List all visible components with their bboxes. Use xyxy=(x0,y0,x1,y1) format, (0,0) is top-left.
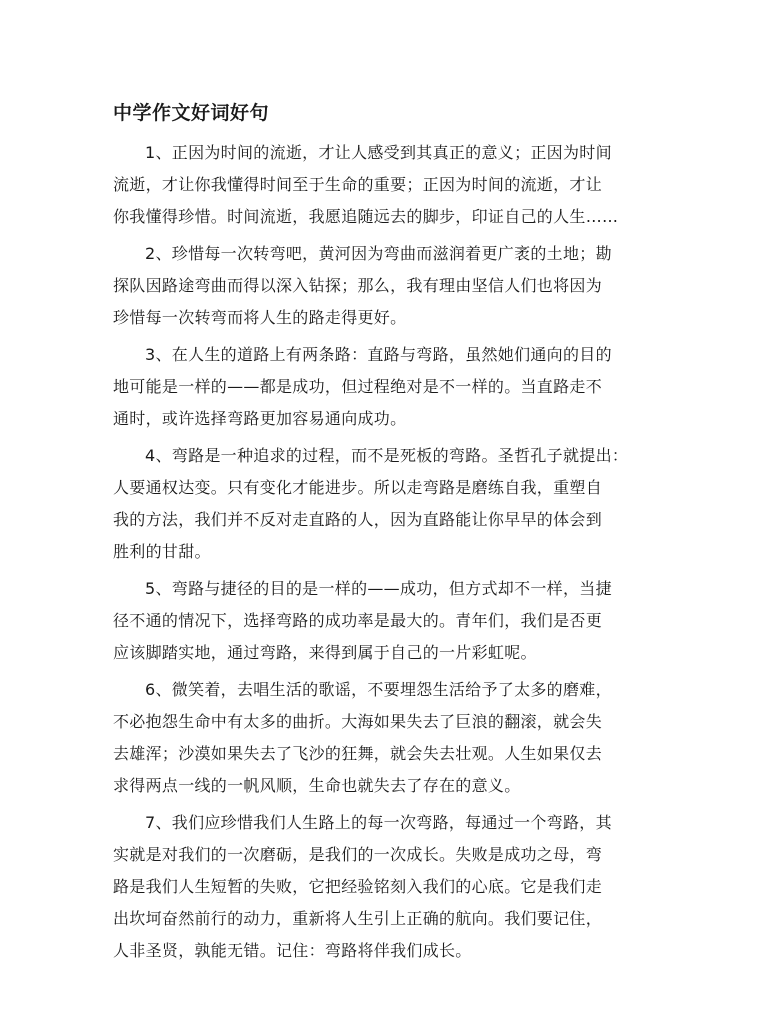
paragraph-line: 你我懂得珍惜。时间流逝，我愿追随远去的脚步，印证自己的人生…… xyxy=(113,207,619,226)
paragraph-5 xyxy=(113,573,673,669)
paragraph-line: 出坎坷奋然前行的动力，重新将人生引上正确的航向。我们要记住， xyxy=(113,909,603,928)
paragraph-line: 应该脚踏实地，通过弯路，来得到属于自己的一片彩虹呢。 xyxy=(113,643,537,662)
paragraph-3 xyxy=(113,339,673,435)
paragraph-line: 人要通权达变。只有变化才能进步。所以走弯路是磨练自我，重塑自 xyxy=(113,478,603,497)
paragraph-line: 地可能是一样的——都是成功，但过程绝对是不一样的。当直路走不 xyxy=(113,377,603,396)
document-title: 中学作文好词好句 xyxy=(113,102,270,124)
paragraph-4 xyxy=(113,440,673,568)
paragraph-line: 人非圣贤，孰能无错。记住：弯路将伴我们成长。 xyxy=(113,941,472,960)
paragraph-line: 去雄浑；沙漠如果失去了飞沙的狂舞，就会失去壮观。人生如果仅去 xyxy=(113,744,603,763)
paragraph-line: 珍惜每一次转弯而将人生的路走得更好。 xyxy=(113,308,407,327)
document-body xyxy=(113,137,673,972)
paragraph-6 xyxy=(113,674,673,802)
paragraph-line: 2、珍惜每一次转弯吧，黄河因为弯曲而滋润着更广袤的土地；勘 xyxy=(145,244,612,263)
paragraph-line: 探队因路途弯曲而得以深入钻探；那么，我有理由坚信人们也将因为 xyxy=(113,276,603,295)
paragraph-line: 通时，或许选择弯路更加容易通向成功。 xyxy=(113,409,407,428)
paragraph-line: 7、我们应珍惜我们人生路上的每一次弯路，每通过一个弯路，其 xyxy=(145,813,612,832)
paragraph-line: 不必抱怨生命中有太多的曲折。大海如果失去了巨浪的翻滚，就会失 xyxy=(113,712,603,731)
paragraph-line: 4、弯路是一种追求的过程，而不是死板的弯路。圣哲孔子就提出： xyxy=(145,446,629,465)
paragraph-2 xyxy=(113,238,673,334)
paragraph-line: 6、微笑着，去唱生活的歌谣，不要埋怨生活给予了太多的磨难， xyxy=(145,680,612,699)
paragraph-line: 流逝，才让你我懂得时间至于生命的重要；正因为时间的流逝，才让 xyxy=(113,175,603,194)
paragraph-line: 胜利的甘甜。 xyxy=(113,542,211,561)
paragraph-line: 5、弯路与捷径的目的是一样的——成功，但方式却不一样，当捷 xyxy=(145,579,612,598)
paragraph-line: 我的方法，我们并不反对走直路的人，因为直路能让你早早的体会到 xyxy=(113,510,603,529)
paragraph-7 xyxy=(113,807,673,967)
paragraph-line: 径不通的情况下，选择弯路的成功率是最大的。青年们，我们是否更 xyxy=(113,611,603,630)
paragraph-1 xyxy=(113,137,673,233)
paragraph-line: 求得两点一线的一帆风顺，生命也就失去了存在的意义。 xyxy=(113,776,521,795)
paragraph-line: 实就是对我们的一次磨砺，是我们的一次成长。失败是成功之母，弯 xyxy=(113,845,603,864)
paragraph-line: 1、正因为时间的流逝，才让人感受到其真正的意义；正因为时间 xyxy=(145,143,612,162)
paragraph-line: 3、在人生的道路上有两条路：直路与弯路，虽然她们通向的目的 xyxy=(145,345,612,364)
paragraph-line: 路是我们人生短暂的失败，它把经验铭刻入我们的心底。它是我们走 xyxy=(113,877,603,896)
